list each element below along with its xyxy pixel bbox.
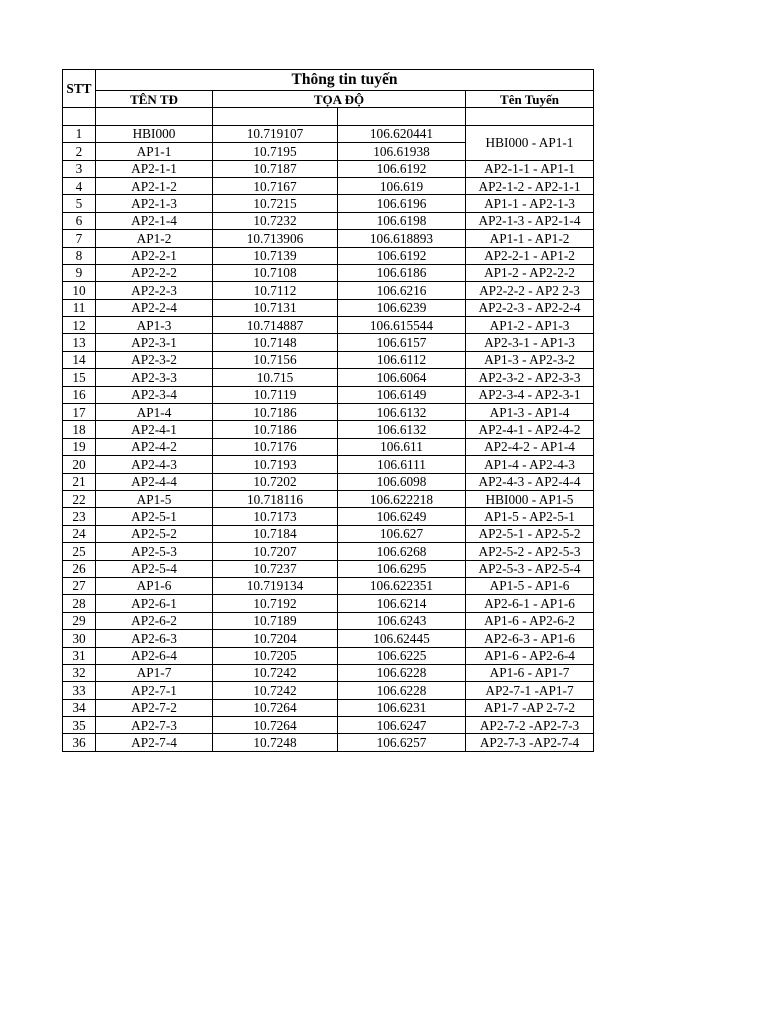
table-row	[63, 543, 594, 560]
latitude-cell: 10.7205	[213, 647, 338, 664]
longitude-cell: 106.622351	[338, 577, 466, 594]
table-row	[63, 577, 594, 594]
longitude-cell: 106.622218	[338, 490, 466, 507]
latitude-cell: 10.7264	[213, 717, 338, 734]
table-row	[63, 595, 594, 612]
route-name-cell: AP1-4 - AP2-4-3	[466, 456, 594, 473]
latitude-cell: 10.719134	[213, 577, 338, 594]
table-row	[63, 212, 594, 229]
station-name-cell: AP2-7-2	[96, 699, 213, 716]
table-row	[63, 456, 594, 473]
latitude-cell: 10.7139	[213, 247, 338, 264]
latitude-cell: 10.7242	[213, 664, 338, 681]
longitude-cell: 106.6225	[338, 647, 466, 664]
latitude-cell: 10.7189	[213, 612, 338, 629]
station-name-cell: AP2-2-4	[96, 299, 213, 316]
station-name-cell: AP2-4-1	[96, 421, 213, 438]
station-name-cell: AP2-5-1	[96, 508, 213, 525]
table-row	[63, 369, 594, 386]
stt-cell: 18	[63, 421, 96, 438]
longitude-cell: 106.6239	[338, 299, 466, 316]
stt-cell: 11	[63, 299, 96, 316]
table-row	[63, 317, 594, 334]
table-row	[63, 125, 594, 142]
route-name-cell: AP1-1 - AP1-2	[466, 230, 594, 247]
route-name-cell: AP2-7-1 -AP1-7	[466, 682, 594, 699]
station-name-cell: AP2-2-2	[96, 264, 213, 281]
latitude-cell: 10.7204	[213, 630, 338, 647]
route-name-cell: AP2-6-3 - AP1-6	[466, 630, 594, 647]
longitude-cell: 106.619	[338, 177, 466, 194]
route-name-cell: AP2-3-2 - AP2-3-3	[466, 369, 594, 386]
stt-cell: 9	[63, 264, 96, 281]
stt-cell: 19	[63, 438, 96, 455]
latitude-cell: 10.7184	[213, 525, 338, 542]
route-name-cell: AP2-4-2 - AP1-4	[466, 438, 594, 455]
table-row	[63, 734, 594, 751]
longitude-cell: 106.6186	[338, 264, 466, 281]
stt-cell: 5	[63, 195, 96, 212]
station-name-cell: AP2-1-2	[96, 177, 213, 194]
station-name-cell: AP1-2	[96, 230, 213, 247]
longitude-cell: 106.620441	[338, 125, 466, 142]
stt-cell: 22	[63, 490, 96, 507]
longitude-cell: 106.62445	[338, 630, 466, 647]
longitude-cell: 106.6098	[338, 473, 466, 490]
latitude-cell: 10.7248	[213, 734, 338, 751]
route-name-cell: AP2-2-1 - AP1-2	[466, 247, 594, 264]
latitude-cell: 10.7119	[213, 386, 338, 403]
station-name-cell: AP1-1	[96, 143, 213, 160]
route-name-cell: AP2-4-3 - AP2-4-4	[466, 473, 594, 490]
blank-cell	[338, 108, 466, 125]
latitude-cell: 10.7195	[213, 143, 338, 160]
longitude-cell: 106.615544	[338, 317, 466, 334]
table-row	[63, 490, 594, 507]
route-name-cell: AP1-3 - AP2-3-2	[466, 351, 594, 368]
longitude-cell: 106.6112	[338, 351, 466, 368]
station-name-cell: AP2-6-3	[96, 630, 213, 647]
table-row	[63, 386, 594, 403]
latitude-cell: 10.7207	[213, 543, 338, 560]
header-coordinates: TỌA ĐỘ	[213, 91, 466, 108]
stt-cell: 1	[63, 125, 96, 142]
route-name-cell: AP2-3-1 - AP1-3	[466, 334, 594, 351]
station-name-cell: AP1-4	[96, 404, 213, 421]
longitude-cell: 106.6157	[338, 334, 466, 351]
route-name-cell: AP1-5 - AP1-6	[466, 577, 594, 594]
stt-cell: 21	[63, 473, 96, 490]
latitude-cell: 10.713906	[213, 230, 338, 247]
longitude-cell: 106.6111	[338, 456, 466, 473]
stt-cell: 10	[63, 282, 96, 299]
route-name-cell: HBI000 - AP1-5	[466, 490, 594, 507]
longitude-cell: 106.618893	[338, 230, 466, 247]
station-name-cell: AP2-3-2	[96, 351, 213, 368]
station-name-cell: AP2-5-2	[96, 525, 213, 542]
longitude-cell: 106.6249	[338, 508, 466, 525]
station-name-cell: AP2-6-4	[96, 647, 213, 664]
route-name-cell: AP1-7 -AP 2-7-2	[466, 699, 594, 716]
table-row	[63, 282, 594, 299]
table-row	[63, 717, 594, 734]
latitude-cell: 10.718116	[213, 490, 338, 507]
longitude-cell: 106.6149	[338, 386, 466, 403]
latitude-cell: 10.7186	[213, 421, 338, 438]
stt-cell: 31	[63, 647, 96, 664]
latitude-cell: 10.7187	[213, 160, 338, 177]
stt-cell: 2	[63, 143, 96, 160]
table-row	[63, 264, 594, 281]
station-name-cell: HBI000	[96, 125, 213, 142]
longitude-cell: 106.6064	[338, 369, 466, 386]
table-title: Thông tin tuyến	[96, 70, 594, 91]
longitude-cell: 106.6243	[338, 612, 466, 629]
latitude-cell: 10.719107	[213, 125, 338, 142]
longitude-cell: 106.6198	[338, 212, 466, 229]
route-name-cell: AP2-5-3 - AP2-5-4	[466, 560, 594, 577]
route-name-cell: AP2-4-1 - AP2-4-2	[466, 421, 594, 438]
stt-cell: 13	[63, 334, 96, 351]
stt-cell: 23	[63, 508, 96, 525]
blank-cell	[466, 108, 594, 125]
route-name-cell: AP1-2 - AP2-2-2	[466, 264, 594, 281]
station-name-cell: AP2-1-4	[96, 212, 213, 229]
stt-cell: 17	[63, 404, 96, 421]
route-name-cell: AP1-6 - AP1-7	[466, 664, 594, 681]
longitude-cell: 106.6214	[338, 595, 466, 612]
station-name-cell: AP1-6	[96, 577, 213, 594]
blank-cell	[213, 108, 338, 125]
station-name-cell: AP2-7-3	[96, 717, 213, 734]
stt-cell: 32	[63, 664, 96, 681]
route-name-cell: AP2-2-3 - AP2-2-4	[466, 299, 594, 316]
station-name-cell: AP1-3	[96, 317, 213, 334]
longitude-cell: 106.6196	[338, 195, 466, 212]
latitude-cell: 10.7193	[213, 456, 338, 473]
latitude-cell: 10.7264	[213, 699, 338, 716]
station-name-cell: AP2-7-4	[96, 734, 213, 751]
stt-cell: 35	[63, 717, 96, 734]
table-row	[63, 560, 594, 577]
stt-cell: 6	[63, 212, 96, 229]
longitude-cell: 106.6132	[338, 421, 466, 438]
stt-cell: 33	[63, 682, 96, 699]
station-name-cell: AP2-1-1	[96, 160, 213, 177]
station-name-cell: AP2-4-3	[96, 456, 213, 473]
station-name-cell: AP2-3-1	[96, 334, 213, 351]
table-row	[63, 438, 594, 455]
latitude-cell: 10.7156	[213, 351, 338, 368]
route-name-cell: AP2-5-2 - AP2-5-3	[466, 543, 594, 560]
latitude-cell: 10.7215	[213, 195, 338, 212]
latitude-cell: 10.7242	[213, 682, 338, 699]
station-name-cell: AP1-7	[96, 664, 213, 681]
station-name-cell: AP2-5-4	[96, 560, 213, 577]
table-row	[63, 421, 594, 438]
stt-cell: 27	[63, 577, 96, 594]
station-name-cell: AP2-2-3	[96, 282, 213, 299]
longitude-cell: 106.6132	[338, 404, 466, 421]
table-row	[63, 404, 594, 421]
station-name-cell: AP2-4-2	[96, 438, 213, 455]
route-name-cell: AP2-7-2 -AP2-7-3	[466, 717, 594, 734]
table-row	[63, 525, 594, 542]
route-name-cell: AP2-1-3 - AP2-1-4	[466, 212, 594, 229]
latitude-cell: 10.7148	[213, 334, 338, 351]
table-row	[63, 160, 594, 177]
route-name-cell: AP2-7-3 -AP2-7-4	[466, 734, 594, 751]
table-row	[63, 473, 594, 490]
route-name-cell: AP1-6 - AP2-6-4	[466, 647, 594, 664]
latitude-cell: 10.7108	[213, 264, 338, 281]
route-name-cell: AP2-6-1 - AP1-6	[466, 595, 594, 612]
station-name-cell: AP2-1-3	[96, 195, 213, 212]
route-name-cell: AP1-1 - AP2-1-3	[466, 195, 594, 212]
stt-cell: 12	[63, 317, 96, 334]
latitude-cell: 10.7237	[213, 560, 338, 577]
route-name-cell: AP2-3-4 - AP2-3-1	[466, 386, 594, 403]
table-row	[63, 664, 594, 681]
blank-cell	[96, 108, 213, 125]
longitude-cell: 106.6228	[338, 664, 466, 681]
stt-cell: 34	[63, 699, 96, 716]
route-name-cell: AP2-1-1 - AP1-1	[466, 160, 594, 177]
latitude-cell: 10.7167	[213, 177, 338, 194]
route-name-cell: AP2-2-2 - AP2 2-3	[466, 282, 594, 299]
stt-cell: 28	[63, 595, 96, 612]
stt-cell: 26	[63, 560, 96, 577]
station-name-cell: AP2-7-1	[96, 682, 213, 699]
station-name-cell: AP2-3-3	[96, 369, 213, 386]
route-name-cell: AP1-5 - AP2-5-1	[466, 508, 594, 525]
longitude-cell: 106.6216	[338, 282, 466, 299]
latitude-cell: 10.7176	[213, 438, 338, 455]
longitude-cell: 106.6268	[338, 543, 466, 560]
longitude-cell: 106.611	[338, 438, 466, 455]
header-station-name: TÊN TĐ	[96, 91, 213, 108]
table-row	[63, 612, 594, 629]
table-row	[63, 699, 594, 716]
header-route-name: Tên Tuyến	[466, 91, 594, 108]
latitude-cell: 10.7112	[213, 282, 338, 299]
stt-cell: 20	[63, 456, 96, 473]
latitude-cell: 10.7186	[213, 404, 338, 421]
route-name-cell: HBI000 - AP1-1	[466, 125, 594, 160]
stt-cell: 30	[63, 630, 96, 647]
stt-cell: 7	[63, 230, 96, 247]
route-name-cell: AP2-1-2 - AP2-1-1	[466, 177, 594, 194]
table-row	[63, 195, 594, 212]
station-name-cell: AP2-5-3	[96, 543, 213, 560]
latitude-cell: 10.714887	[213, 317, 338, 334]
table-row	[63, 299, 594, 316]
longitude-cell: 106.6192	[338, 160, 466, 177]
table-row	[63, 334, 594, 351]
route-name-cell: AP1-3 - AP1-4	[466, 404, 594, 421]
latitude-cell: 10.7192	[213, 595, 338, 612]
longitude-cell: 106.6228	[338, 682, 466, 699]
route-info-table	[62, 69, 594, 752]
latitude-cell: 10.7232	[213, 212, 338, 229]
route-name-cell: AP2-5-1 - AP2-5-2	[466, 525, 594, 542]
latitude-cell: 10.7202	[213, 473, 338, 490]
longitude-cell: 106.6247	[338, 717, 466, 734]
longitude-cell: 106.6231	[338, 699, 466, 716]
table-row	[63, 247, 594, 264]
stt-cell: 16	[63, 386, 96, 403]
longitude-cell: 106.627	[338, 525, 466, 542]
latitude-cell: 10.7131	[213, 299, 338, 316]
table-body	[63, 108, 594, 751]
table-row	[63, 647, 594, 664]
table-row	[63, 630, 594, 647]
station-name-cell: AP2-3-4	[96, 386, 213, 403]
table-row	[63, 508, 594, 525]
latitude-cell: 10.715	[213, 369, 338, 386]
latitude-cell: 10.7173	[213, 508, 338, 525]
route-name-cell: AP1-2 - AP1-3	[466, 317, 594, 334]
stt-cell: 24	[63, 525, 96, 542]
stt-cell: 4	[63, 177, 96, 194]
stt-cell: 3	[63, 160, 96, 177]
longitude-cell: 106.61938	[338, 143, 466, 160]
stt-cell: 29	[63, 612, 96, 629]
header-stt: STT	[63, 70, 96, 108]
station-name-cell: AP2-6-2	[96, 612, 213, 629]
stt-cell: 8	[63, 247, 96, 264]
station-name-cell: AP2-4-4	[96, 473, 213, 490]
blank-cell	[63, 108, 96, 125]
stt-cell: 36	[63, 734, 96, 751]
longitude-cell: 106.6192	[338, 247, 466, 264]
table-row	[63, 351, 594, 368]
route-name-cell: AP1-6 - AP2-6-2	[466, 612, 594, 629]
stt-cell: 25	[63, 543, 96, 560]
table-row	[63, 230, 594, 247]
station-name-cell: AP2-2-1	[96, 247, 213, 264]
longitude-cell: 106.6295	[338, 560, 466, 577]
station-name-cell: AP2-6-1	[96, 595, 213, 612]
blank-row	[63, 108, 594, 125]
station-name-cell: AP1-5	[96, 490, 213, 507]
stt-cell: 15	[63, 369, 96, 386]
table-row	[63, 682, 594, 699]
longitude-cell: 106.6257	[338, 734, 466, 751]
stt-cell: 14	[63, 351, 96, 368]
table-row	[63, 177, 594, 194]
